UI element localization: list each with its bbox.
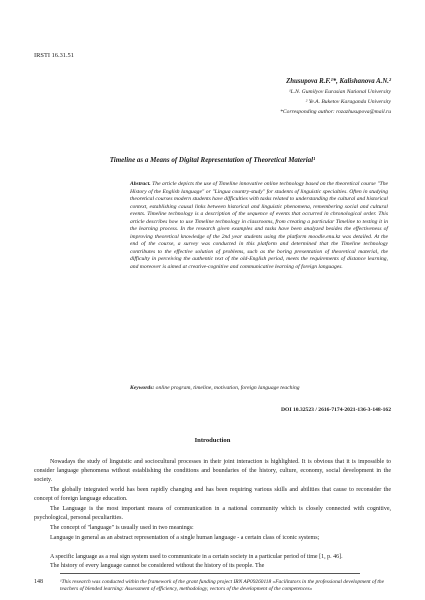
body-paragraph: The globally integrated world has been rapidly changing and has been requiring various skills and abilities that cause to reconsider the concept of foreign language education. — [34, 487, 391, 503]
body-paragraph: Nowadays the study of linguistic and sociocultural processes in their joint interaction is highlighted. It is obvious that it is impossible to consider language phenomena without establishing the conditions and boundaries of the history, culture, economy, social development in the society. — [34, 459, 391, 484]
body-paragraph: The concept of "language" is usually used in two meanings: — [50, 525, 194, 531]
body-paragraph: A specific language as a real sign system used to communicate in a certain society in a particular period of time [1, p. 46]. — [50, 554, 343, 560]
body-paragraph: The history of every language cannot be considered without the history of its people. The — [50, 563, 265, 569]
page-number: 148 — [34, 579, 43, 585]
authors: Zhusupova R.F.¹*, Kalishanova A.N.² — [286, 78, 391, 85]
footnote-divider — [60, 573, 360, 574]
abstract-label: Abstract. — [130, 181, 151, 187]
abstract — [130, 181, 388, 271]
body-paragraph: Language in general as an abstract representation of a single human language - a certain class of iconic systems; — [50, 535, 320, 541]
footnote: ¹This research was conducted within the framework of the grant funding project IRN AP09260118 «Facilitators in the professional development of the teachers of blended learning: Assessment of efficiency, methodology, vectors of the development of the competences» — [60, 579, 385, 593]
doi: DOI 10.32523 / 2616-7174-2021-136-3-148-162 — [280, 407, 391, 413]
affiliation-1: ¹L.N. Gumilyov Eurasian National University — [288, 89, 391, 95]
affiliation-2: ² Ye.A. Buketov Karaganda University — [305, 99, 391, 105]
body-paragraph: The Language is the most important means of communication in a national community which is closely connected with cognitive, psychological, personal peculiarities. — [34, 506, 391, 522]
abstract-text: The article depicts the use of Timeline innovative online technology based on the theoretical course "The History of the English language" or "Lingua country-study" for students of linguistic specialties. Often in studying theoretical courses modern students have difficulties with tasks related to understanding the cultural and historical context, establishing causal links between historical and linguistic phenomena, remembering social and cultural events. Timeline technology is a description of the sequence of events that occurred in chronological order. This article describes how to use Timeline technology in classrooms, from creating a particular Timeline to testing it in the learning process. In the research given examples and tasks have been analyzed besides the effectiveness of improving theoretical knowledge of the 2nd year students using the platform moodle.enu.kz was detailed. At the end of the course, a survey was conducted in this platform and determined that the Timeline technology contributes to the effective solution of problems, such as the boring presentation of theoretical material, the difficulty in perceiving the authentic text of the old-English period, meets the requirements of distance learning, and moreover is aimed at creative-cognitive and communicative learning of foreign languages. — [130, 181, 388, 270]
article-title: Timeline as a Means of Digital Representation of Theoretical Material¹ — [109, 156, 316, 164]
keywords-text: online program, timeline, motivation, foreign language teaching — [155, 385, 300, 391]
corresponding-author: *Corresponding author: rozazhusupova@mail.ru — [280, 109, 391, 115]
keywords-label: Keywords: — [130, 385, 155, 391]
keywords — [130, 385, 388, 391]
irsti-code: IRSTI 16.31.51 — [34, 52, 74, 59]
section-heading: Introduction — [194, 437, 231, 444]
